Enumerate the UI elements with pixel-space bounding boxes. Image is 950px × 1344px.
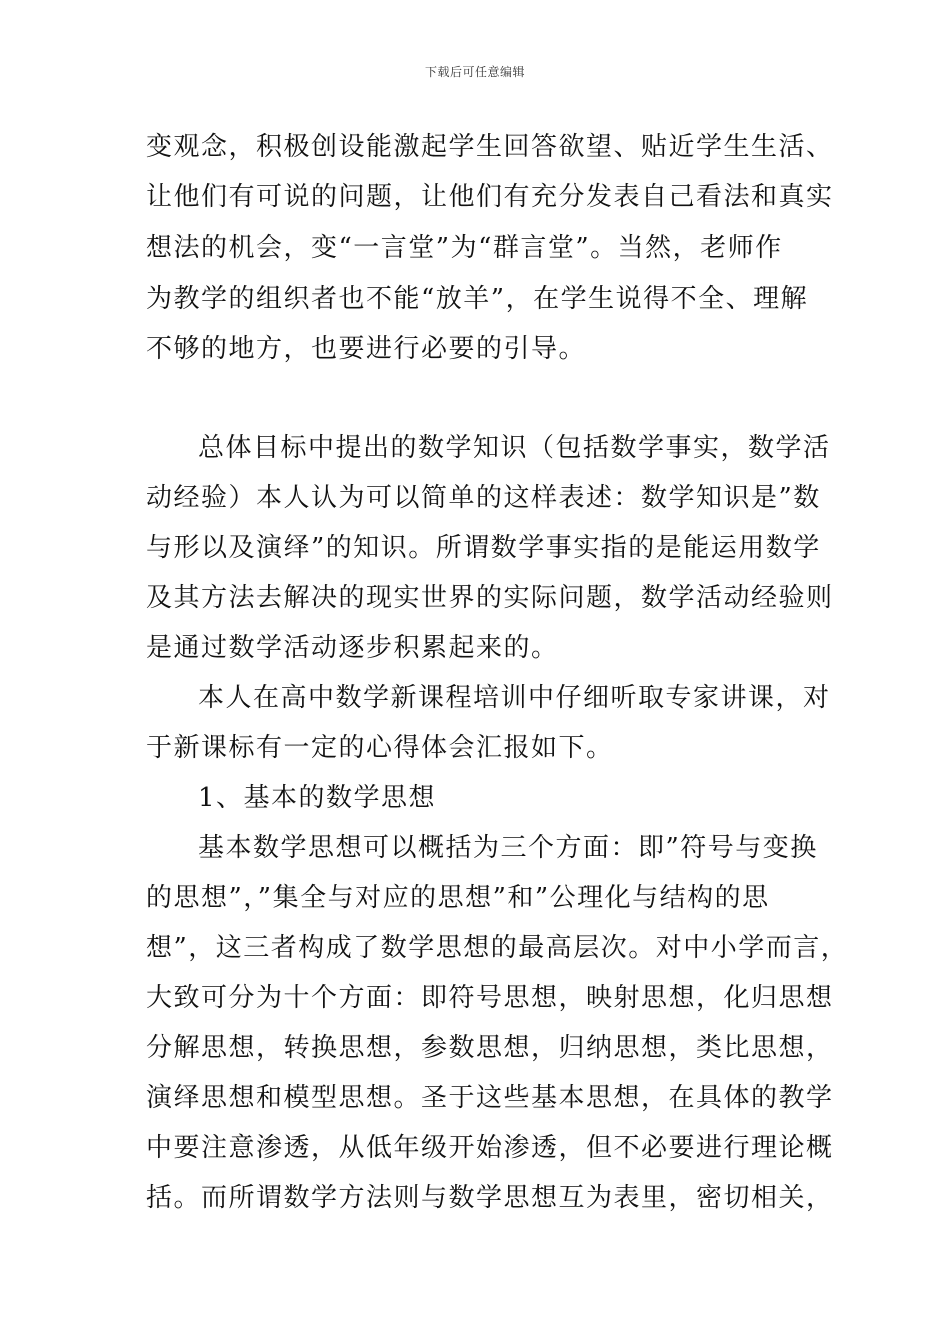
paragraph-2-line-1: 总体目标中提出的数学知识（包括数学事实，数学活	[198, 433, 831, 463]
header-note: 下载后可任意编辑	[424, 65, 525, 79]
paragraph-4-line-5: 分解思想，转换思想，参数思想，归纳思想，类比思想，	[146, 1033, 834, 1063]
paragraph-4-line-1: 基本数学思想可以概括为三个方面：即”符号与变换	[198, 833, 818, 863]
paragraph-1-line-2: 让他们有可说的问题，让他们有充分发表自己看法和真实	[146, 182, 834, 212]
paragraph-2-line-2: 动经验）本人认为可以简单的这样表述：数学知识是”数	[146, 483, 821, 513]
paragraph-2-line-3: 与形以及演绎”的知识。所谓数学事实指的是能运用数学	[146, 533, 821, 563]
paragraph-1-line-5: 不够的地方，也要进行必要的引导。	[146, 334, 587, 364]
paragraph-3-line-1: 本人在高中数学新课程培训中仔细听取专家讲课，对	[198, 683, 831, 713]
paragraph-2-line-5: 是通过数学活动逐步积累起来的。	[146, 633, 559, 663]
paragraph-4-line-3: 想”，这三者构成了数学思想的最高层次。对中小学而言，	[146, 933, 849, 963]
paragraph-1-line-1: 变观念，积极创设能激起学生回答欲望、贴近学生生活、	[146, 132, 834, 162]
paragraph-1-line-4: 为教学的组织者也不能“放羊”，在学生说得不全、理解	[146, 284, 809, 314]
paragraph-4-line-6: 演绎思想和模型思想。圣于这些基本思想，在具体的教学	[146, 1083, 834, 1113]
paragraph-1-line-3: 想法的机会，变“一言堂”为“群言堂”。当然，老师作	[146, 233, 783, 263]
paragraph-3-line-2: 于新课标有一定的心得体会汇报如下。	[146, 733, 614, 763]
paragraph-4-line-7: 中要注意渗透，从低年级开始渗透，但不必要进行理论概	[146, 1133, 834, 1163]
section-heading: 1、基本的数学思想	[198, 783, 437, 813]
paragraph-2-line-4: 及其方法去解决的现实世界的实际问题，数学活动经验则	[146, 583, 834, 613]
paragraph-4-line-4: 大致可分为十个方面：即符号思想，映射思想，化归思想	[146, 983, 834, 1013]
paragraph-4-line-2: 的思想”，”集全与对应的思想”和”公理化与结构的思	[146, 883, 770, 913]
paragraph-4-line-8: 括。而所谓数学方法则与数学思想互为表里，密切相关，	[146, 1183, 834, 1213]
